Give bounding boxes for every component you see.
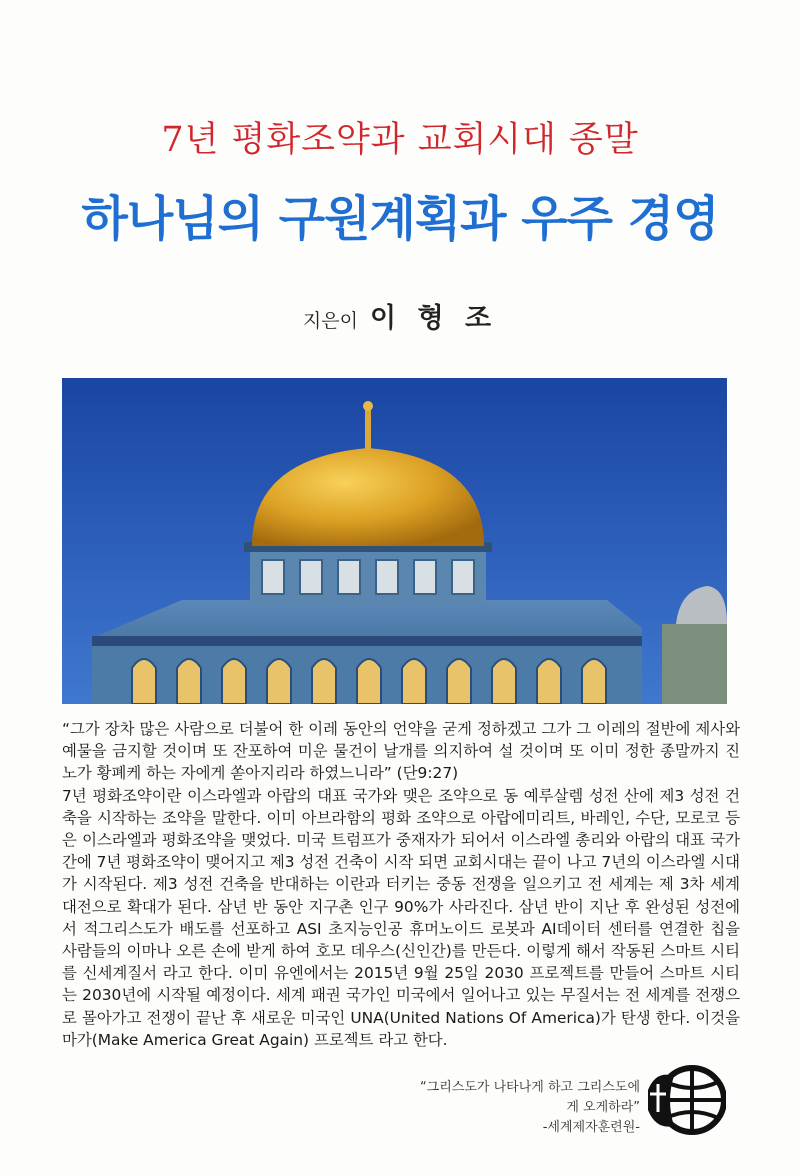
author-line <box>0 296 800 335</box>
publisher-motto <box>410 1078 640 1138</box>
description-paragraph: 7년 평화조약이란 이스라엘과 아랍의 대표 국가와 맺은 조약으로 동 예루살렘 성전 산에 제3 성전 건축을 시작하는 조약을 말한다. 이미 아브라함의 평화 조약으로 아랍에미리트, 바레인, 수단, 모로코 등은 이스라엘과 평화조약을 맺었다. 미국 트럼프가 중재자가 되어서 이스라엘 총리와 아랍의 대표 국가 간에 7년 평화조약이 맺어지고 제3 성전 건축이 시작 되면 교회시대는 끝이 나고 7년의 이스라엘 시대가 시작된다. 제3 성전 건축을 반대하는 이란과 터키는 중동 전쟁을 일으키고 전 세계는 제 3차 세계 대전으로 확대가 된다. 삼년 반 동안 지구촌 인구 90%가 사라진다. 삼년 반이 지난 후 완성된 성전에서 적그리스도가 배도를 선포하고 ASI 초지능인공 휴머노이드 로봇과 AI데이터 센터를 연결한 칩을 사람들의 이마나 오른 손에 받게 하여 호모 데우스(신인간)를 만든다. 이렇게 해서 작동된 스마트 시티를 신세계질서 라고 한다. 이미 유엔에서는 2015년 9월 25일 2030 프로젝트를 만들어 스마트 시티는 2030년에 시작될 예정이다. 세계 패권 국가인 미국에서 일어나고 있는 무질서는 전 세계를 전쟁으로 몰아가고 전쟁이 끝난 후 새로운 미국인 UNA(United Nations Of America)가 탄생 한다. 이것을 마가(Make America Great Again) 프로젝트 라고 한다. <box>62 786 740 1049</box>
motto-text: “그리스도가 나타나게 하고 그리스도에게 오게하라” <box>419 1080 640 1115</box>
back-cover-text <box>62 718 740 1051</box>
cover-title: 하나님의 구원계획과 우주 경영 <box>81 191 719 247</box>
globe-cross-icon <box>646 1060 726 1142</box>
publisher-name: -세계제자훈련원- <box>542 1120 640 1135</box>
author-name: 이 형 조 <box>370 303 498 334</box>
scripture-quote: “그가 장차 많은 사람으로 더불어 한 이레 동안의 언약을 굳게 정하겠고 그가 그 이레의 절반에 제사와 예물을 금지할 것이며 또 잔포하여 미운 물건이 날개를 의지하여 설 것이며 또 이미 정한 종말까지 진노가 황폐케 하는 자에게 쏟아지리라 하였느니라” (단9:27) <box>62 720 740 783</box>
author-label: 지은이 <box>302 310 358 332</box>
cover-subtitle: 7년 평화조약과 교회시대 종말 <box>161 120 639 160</box>
dome-of-the-rock-photo <box>62 378 727 704</box>
dome-photo-illustration <box>62 378 727 704</box>
